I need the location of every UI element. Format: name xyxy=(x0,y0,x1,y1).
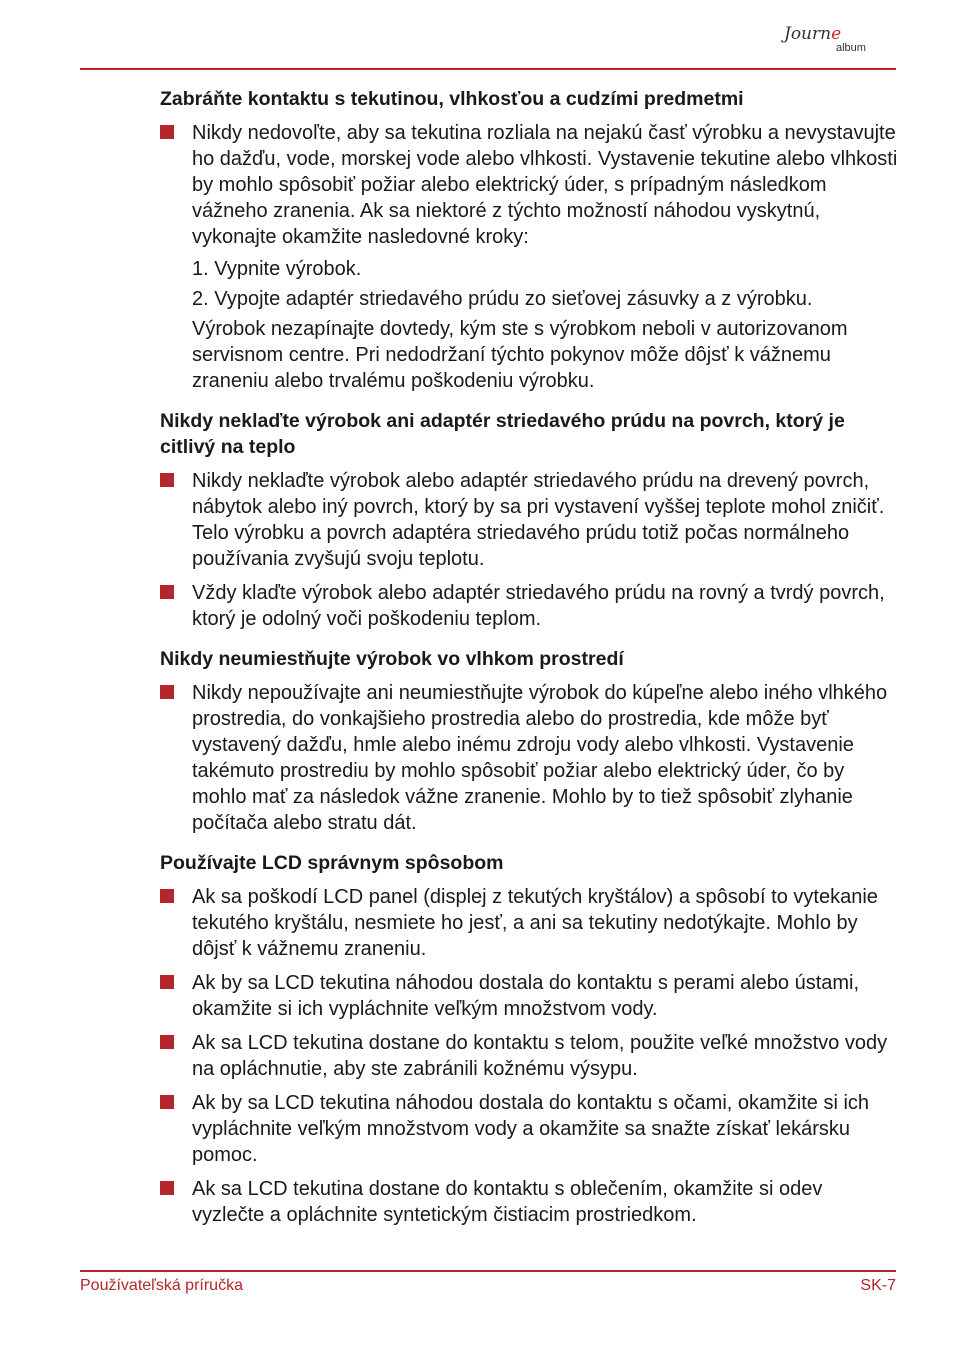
header-divider xyxy=(80,68,896,70)
section-heading-liquids: Zabráňte kontaktu s tekutinou, vlhkosťou a cudzími predmetmi xyxy=(160,88,744,110)
bullet-item xyxy=(160,970,900,1022)
bullet-text: Ak sa poškodí LCD panel (displej z tekutých kryštálov) a spôsobí to vytekanie tekutého kryštálu, nesmiete ho jesť, a ani sa tekutiny nedotýkajte. Mohlo by dôjsť k vážnemu zraneniu. xyxy=(192,886,878,960)
square-bullet-icon xyxy=(160,125,174,139)
bullet-list xyxy=(160,468,900,632)
bullet-list xyxy=(160,680,900,836)
square-bullet-icon xyxy=(160,1035,174,1049)
bullet-text: Vždy klaďte výrobok alebo adaptér striedavého prúdu na rovný a tvrdý povrch, ktorý je odolný voči poškodeniu teplom. xyxy=(192,582,885,630)
bullet-list xyxy=(160,884,900,1228)
logo-sub-text: album xyxy=(836,42,866,54)
step-followup-text: Výrobok nezapínajte dovtedy, kým ste s výrobkom neboli v autorizovanom servisnom centre. Pri nedodržaní týchto pokynov môže dôjsť k vážnemu zraneniu alebo trvalému poškodeniu výrobku. xyxy=(192,318,848,392)
bullet-text: Ak by sa LCD tekutina náhodou dostala do kontaktu s očami, okamžite si ich vypláchnite veľkým množstvom vody a okamžite sa snažte získať lekársku pomoc. xyxy=(192,1092,870,1166)
bullet-text: Ak sa LCD tekutina dostane do kontaktu s telom, použite veľké množstvo vody na opláchnutie, aby ste zabránili kožnému výsypu. xyxy=(192,1032,888,1080)
logo-script-text: Journe xyxy=(784,24,842,44)
square-bullet-icon xyxy=(160,889,174,903)
step-list xyxy=(160,256,900,312)
bullet-item xyxy=(160,1090,900,1168)
step-item: 1. Vypnite výrobok. xyxy=(192,258,362,280)
bullet-item xyxy=(160,468,900,572)
bullet-list xyxy=(160,120,900,250)
page-content xyxy=(160,86,900,1228)
footer-divider xyxy=(80,1270,896,1272)
bullet-text: Nikdy nedovoľte, aby sa tekutina rozliala na nejakú časť výrobku a nevystavujte ho dažďu, vode, morskej vode alebo vlhkosti. Vystavenie tekutine alebo vlhkosti by mohlo spôsobiť požiar alebo elektrický úder, s prípadným následkom vážneho zranenia. Ak sa niektoré z týchto možností náhodou vyskytnú, vykonajte okamžite nasledovné kroky: xyxy=(192,122,898,248)
footer-page-number: SK-7 xyxy=(860,1277,896,1294)
bullet-item xyxy=(160,884,900,962)
bullet-item xyxy=(160,1176,900,1228)
journe-album-logo xyxy=(784,20,894,60)
square-bullet-icon xyxy=(160,473,174,487)
footer-manual-title: Používateľská príručka xyxy=(80,1277,243,1294)
bullet-item xyxy=(160,1030,900,1082)
square-bullet-icon xyxy=(160,1095,174,1109)
bullet-text: Ak sa LCD tekutina dostane do kontaktu s oblečením, okamžite si odev vyzlečte a opláchnite syntetickým čistiacim prostriedkom. xyxy=(192,1178,823,1226)
square-bullet-icon xyxy=(160,585,174,599)
bullet-text: Nikdy neklaďte výrobok alebo adaptér striedavého prúdu na drevený povrch, nábytok alebo iný povrch, ktorý by sa pri vystavení vyššej teplote mohol zničiť. Telo výrobku a povrch adaptéra striedavého prúdu totiž počas normálneho používania zvyšujú svoju teplotu. xyxy=(192,470,885,570)
bullet-text: Ak by sa LCD tekutina náhodou dostala do kontaktu s perami alebo ústami, okamžite si ich vypláchnite veľkým množstvom vody. xyxy=(192,972,860,1020)
bullet-item xyxy=(160,680,900,836)
logo-accent-letter: e xyxy=(831,24,842,44)
section-heading-lcd: Používajte LCD správnym spôsobom xyxy=(160,852,504,874)
square-bullet-icon xyxy=(160,975,174,989)
section-heading-heat: Nikdy neklaďte výrobok ani adaptér striedavého prúdu na povrch, ktorý je citlivý na teplo xyxy=(160,410,845,458)
square-bullet-icon xyxy=(160,1181,174,1195)
bullet-item xyxy=(160,580,900,632)
step-item: 2. Vypojte adaptér striedavého prúdu zo sieťovej zásuvky a z výrobku. xyxy=(192,288,813,310)
section-heading-humidity: Nikdy neumiestňujte výrobok vo vlhkom prostredí xyxy=(160,648,624,670)
bullet-text: Nikdy nepoužívajte ani neumiestňujte výrobok do kúpeľne alebo iného vlhkého prostredia, do vonkajšieho prostredia alebo do prostredia, kde môže byť vystavený dažďu, hmle alebo inému zdroju vody alebo vlhkosti. Vystavenie takémuto prostrediu by mohlo spôsobiť požiar alebo elektrický úder, čo by mohlo mať za následok vážne zranenie. Mohlo by to tiež spôsobiť zlyhanie počítača alebo stratu dát. xyxy=(192,682,888,834)
square-bullet-icon xyxy=(160,685,174,699)
bullet-item xyxy=(160,120,900,250)
